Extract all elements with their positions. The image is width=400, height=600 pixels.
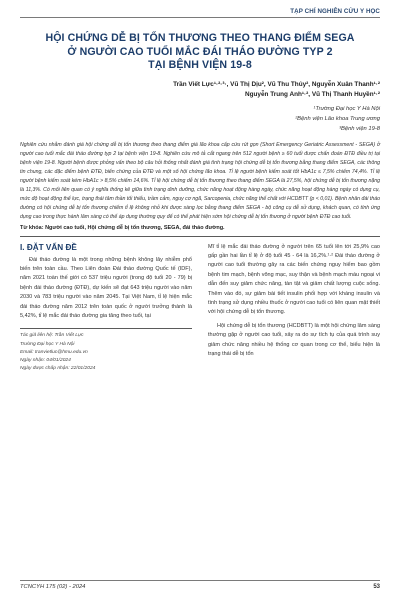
page-number: 53 xyxy=(373,584,380,590)
section-tag: TẠP CHÍ NGHIÊN CỨU Y HỌC xyxy=(290,8,380,15)
journal-issue: TCNCYH 175 (02) - 2024 xyxy=(20,584,86,590)
keywords xyxy=(20,225,380,231)
abstract-line-2: gọn (Short Emergency Geriatric Assessment - SEGA) ở người cao tuổi mắc đái tháo đường typ 2 tại bệnh xyxy=(20,141,380,157)
column-right xyxy=(208,243,380,374)
page-footer xyxy=(20,580,380,590)
body-columns xyxy=(20,243,380,374)
journal-header xyxy=(20,8,380,18)
abstract-line-8: hội chứng dễ bị tổn thương nặng là 11,3%. Có mối liên quan có ý nghĩa thống kê giữa tình trạng dinh dưỡng, xyxy=(20,177,380,193)
authors-line-2: Nguyễn Trung Anh¹·², Vũ Thị Thanh Huyền¹·² xyxy=(244,90,380,98)
authors-line-1: Trần Viết Lực¹·²·³·, Vũ Thị Dịu², Vũ Thu Thủy², Nguyễn Xuân Thanh¹·² xyxy=(173,80,380,88)
title-line-3: TẠI BỆNH VIỆN 19-8 xyxy=(148,59,252,71)
keywords-label: Từ khóa: xyxy=(20,224,44,231)
abstract-line-13: thể áp dụng thường quy để có thể phát hiện sớm hội chứng dễ bị tổn thương ở người bệnh ĐTĐ cao tuổi. xyxy=(110,213,352,220)
author-list xyxy=(20,80,380,100)
column-left xyxy=(20,243,192,374)
abstract-divider xyxy=(20,236,380,237)
abstract-line-7: soát kém HbA1c > 8,5% chiếm 14,6%. Tỉ lệ hội chứng dễ bị tổn thương theo thang điểm SEGA là 27,5%, xyxy=(60,177,305,184)
abstract-line-4: viện 19-8. Người bệnh được phỏng vấn theo bộ câu hỏi thống nhất đánh giá tình trạng hội chứng dễ bị tổn xyxy=(33,159,282,166)
abstract-line-5: thương bằng thang điểm SEGA, các thông tin chung, các đặc điểm bệnh ĐTĐ, biến chứng của ĐTĐ và một xyxy=(20,159,381,175)
corr-received: Ngày nhận: 04/01/2024 xyxy=(20,357,71,363)
corr-institution: Trường Đại học Y Hà Nội xyxy=(20,341,75,347)
abstract-line-12: thang điểm SEGA - bộ công cụ dễ sử dụng, khách quan, có tính ứng dụng cao trong thực hành lâm sàng có xyxy=(20,204,380,220)
title-line-1: HỘI CHỨNG DỄ BỊ TỔN THƯƠNG THEO THANG ĐIỂM SEGA xyxy=(45,32,355,44)
title-line-2: Ở NGƯỜI CAO TUỔI MẮC ĐÁI THÁO ĐƯỜNG TYP 2 xyxy=(67,45,333,58)
intro-paragraph-2: Mĩ tỉ lệ mắc đái tháo đường ở người trên 65 tuổi lên tới 25,9% cao gấp gần hai lần tỉ lệ ở độ tuổi 45 - 64 là 16,2%.¹·² Đái tháo đường ở người cao tuổi thường gây ra các biến chứng nguy hiểm bao gồm bệnh tim mạch, bệnh võng mạc, suy thận và bệnh mạch máu ngoại vi dẫn đến suy giảm chức năng, tàn tật và giảm chất lượng cuộc sống. Thêm vào đó, sự giảm bài tiết insulin phối hợp với kháng insulin và tình trạng sử dụng nhiều thuốc ở người cao tuổi có liên quan mật thiết với hội chứng dễ bị tổn thương. xyxy=(208,243,380,316)
affiliation-3: ³Bệnh viện 19-8 xyxy=(339,125,380,132)
section-heading: I. ĐẶT VẤN ĐỀ xyxy=(20,242,77,252)
abstract-line-10: trạng thái tâm thần tối thiểu, trầm cảm, nguy cơ ngã, Sarcopenia, chức năng thể chất với HCDBTT (p < 0,01). xyxy=(82,195,335,202)
corr-email: Email: tranvietluc@hmu.edu.vn xyxy=(20,349,88,355)
affiliation-1: ¹Trường Đại học Y Hà Nội xyxy=(313,105,380,112)
corr-accepted: Ngày được chấp nhận: 22/01/2024 xyxy=(20,366,96,372)
abstract-line-3: viện 19-8. Nghiên cứu mô tả cắt ngang trên 512 người bệnh ≥ 60 tuổi được chẩn đoán ĐTĐ điều trị tại bệnh xyxy=(20,150,380,166)
abstract-line-9: chức năng hoạt động hàng ngày, chức năng hoạt động hàng ngày có dụng cụ, mức độ hoạt động thể lực, xyxy=(20,186,380,202)
abstract-line-6: số hội chứng lão khoa. Tỉ lệ người bệnh kiểm soát tốt HbA1c ≤ 7,5% chiếm 74,4%. Tỉ lệ người bệnh kiểm xyxy=(20,168,380,184)
affiliations xyxy=(20,104,380,134)
correspondence-box xyxy=(20,328,192,373)
corr-author: Tác giả liên hệ: Trần Viết Lực xyxy=(20,333,84,339)
affiliation-2: ²Bệnh viện Lão khoa Trung ương xyxy=(295,115,380,122)
intro-paragraph-1: Đái tháo đường là một trong những bệnh không lây nhiễm phổ biến trên toàn cầu. Theo Liên đoàn Đái tháo đường Quốc tế (IDF), năm 2021 toàn thế giới có 537 triệu người (trong độ tuổi 20 - 79) bị bệnh đái tháo đường (ĐTĐ), dự kiến sẽ đạt 643 triệu người vào năm 2030 và 783 triệu người vào năm 2045. Tại Việt Nam, tỉ lệ hiện mắc đái tháo đường năm 2012 trên toàn quốc ở người trưởng thành là 5,42%, tỉ lệ mắc đái tháo đường gia tăng theo tuổi, tại xyxy=(20,256,192,319)
intro-paragraph-3: Hội chứng dễ bị tổn thương (HCDBTT) là một hội chứng lâm sàng thường gặp ở người cao tuổi, xảy ra do sự tích tụ của quá trình suy giảm chức năng nhiều hệ thống cơ quan trong cơ thể, biểu hiện là trạng thái dễ bị tổn xyxy=(208,322,380,357)
keywords-text: Người cao tuổi, Hội chứng dễ bị tổn thương, SEGA, đái tháo đường. xyxy=(43,224,225,231)
abstract-line-1: Nghiên cứu nhằm đánh giá hội chứng dễ bị tổn thương theo thang điểm giá lão khoa cấp cứu rút xyxy=(20,141,250,148)
article-title xyxy=(20,32,380,73)
abstract xyxy=(20,141,380,222)
abstract-line-11: Bệnh nhân đái tháo đường có hội chứng dễ bị tổn thương chiếm tỉ lệ không nhỏ khi được sàng lọc bằng xyxy=(20,195,380,211)
